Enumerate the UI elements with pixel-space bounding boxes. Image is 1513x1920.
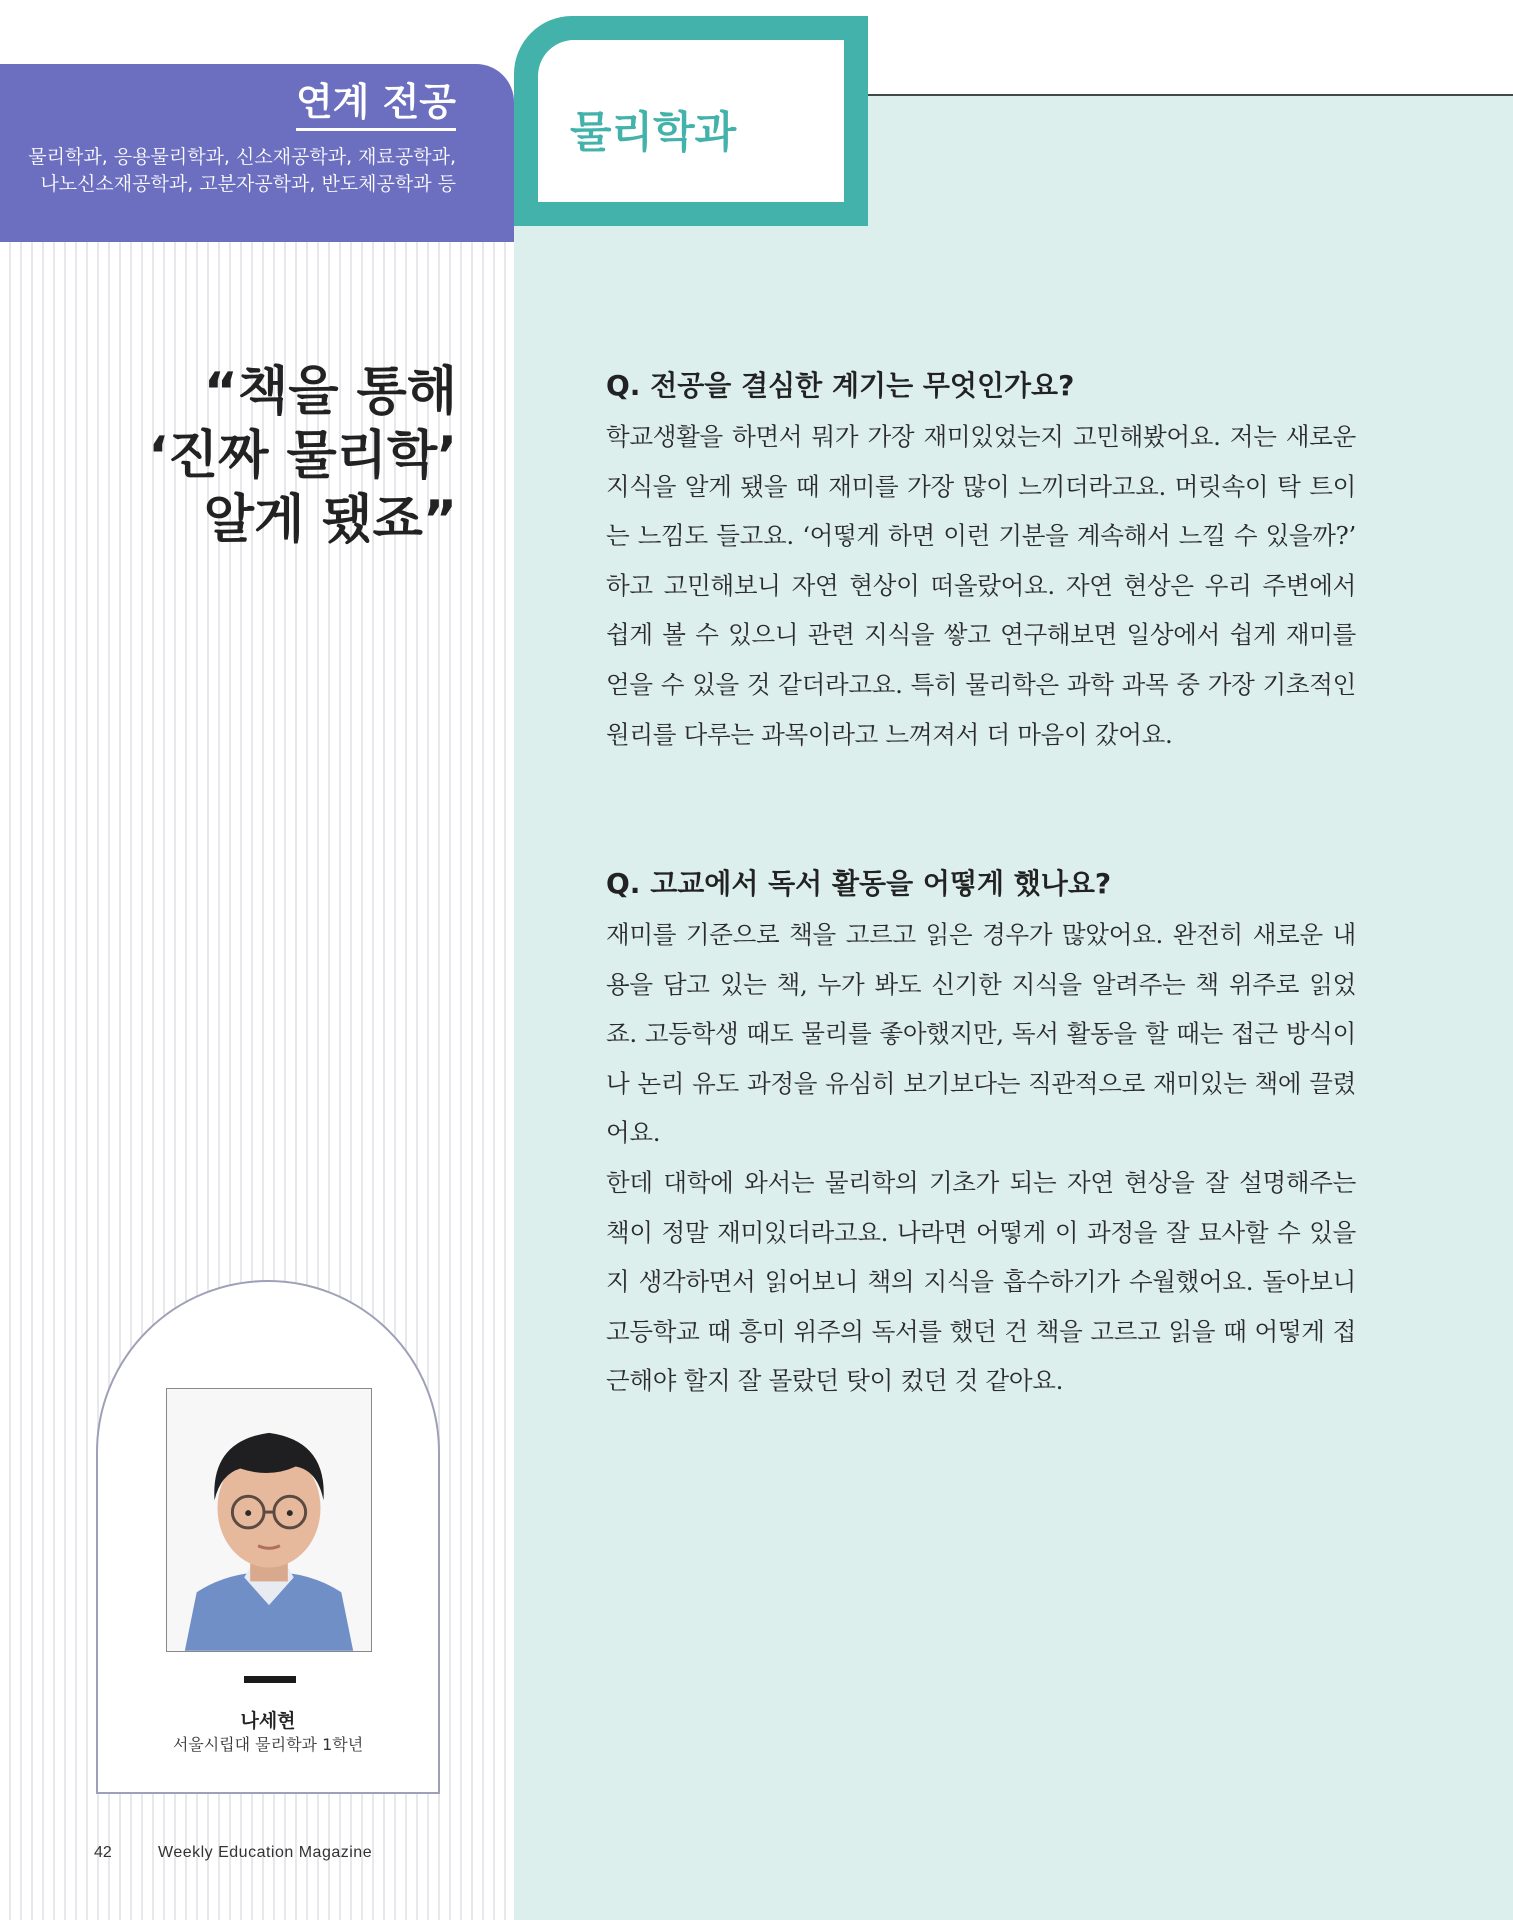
- related-majors-band: [0, 64, 514, 242]
- person-affiliation: 서울시립대 물리학과 1학년: [172, 1735, 364, 1754]
- header-rule: [868, 94, 1513, 96]
- department-tab: [514, 16, 868, 226]
- profile-photo: [166, 1388, 372, 1652]
- department-title: 물리학과: [570, 108, 737, 158]
- pull-quote-line: 알게 됐죠”: [203, 490, 457, 550]
- qa-block-2: [606, 864, 1356, 1406]
- related-majors-title: 연계 전공: [296, 82, 456, 131]
- answer-text: 재미를 기준으로 책을 고르고 읽은 경우가 많았어요. 완전히 새로운 내용을 담고 있는 책, 누가 봐도 신기한 지식을 알려주는 책 위주로 읽었죠. 고등학생 때도 물리를 좋아했지만, 독서 활동을 할 때는 접근 방식이나 논리 유도 과정을 유심히 보기보다는 직관적으로 재미있는 책에 끌렸어요.: [606, 920, 1356, 1148]
- page-number: 42: [94, 1844, 112, 1861]
- pull-quote: [57, 360, 457, 552]
- name-divider: [244, 1676, 296, 1683]
- pull-quote-line: “책을 통해: [203, 362, 457, 422]
- magazine-name: Weekly Education Magazine: [158, 1844, 373, 1861]
- qa-block-1: [606, 366, 1356, 759]
- answer-text: 학교생활을 하면서 뭐가 가장 재미있었는지 고민해봤어요. 저는 새로운 지식을 알게 됐을 때 재미를 가장 많이 느끼더라고요. 머릿속이 탁 트이는 느낌도 들고요. ‘어떻게 하면 이런 기분을 계속해서 느낄 수 있을까?’ 하고 고민해보니 자연 현상이 떠올랐어요. 자연 현상은 우리 주변에서 쉽게 볼 수 있으니 관련 지식을 쌓고 연구해보면 일상에서 쉽게 재미를 얻을 수 있을 것 같더라고요. 특히 물리학은 과학 과목 중 가장 기초적인 원리를 다루는 과목이라고 느껴져서 더 마음이 갔어요.: [606, 422, 1356, 749]
- answer-text: 한데 대학에 와서는 물리학의 기초가 되는 자연 현상을 잘 설명해주는 책이 정말 재미있더라고요. 나라면 어떻게 이 과정을 잘 묘사할 수 있을지 생각하면서 읽어보니 책의 지식을 흡수하기가 수월했어요. 돌아보니 고등학교 때 흥미 위주의 독서를 했던 건 책을 고르고 읽을 때 어떻게 접근해야 할지 잘 몰랐던 탓이 컸던 것 같아요.: [606, 1167, 1356, 1396]
- pull-quote-line: ‘진짜 물리학’: [148, 426, 457, 486]
- related-majors-list: 물리학과, 응용물리학과, 신소재공학과, 재료공학과, 나노신소재공학과, 고분자공학과, 반도체공학과 등: [28, 146, 456, 195]
- question-heading: Q. 고교에서 독서 활동을 어떻게 했나요?: [606, 867, 1112, 900]
- profile-card: [96, 1280, 440, 1794]
- question-heading: Q. 전공을 결심한 계기는 무엇인가요?: [606, 369, 1075, 402]
- department-tab-inner: [538, 40, 844, 202]
- person-name: 나세현: [240, 1710, 296, 1732]
